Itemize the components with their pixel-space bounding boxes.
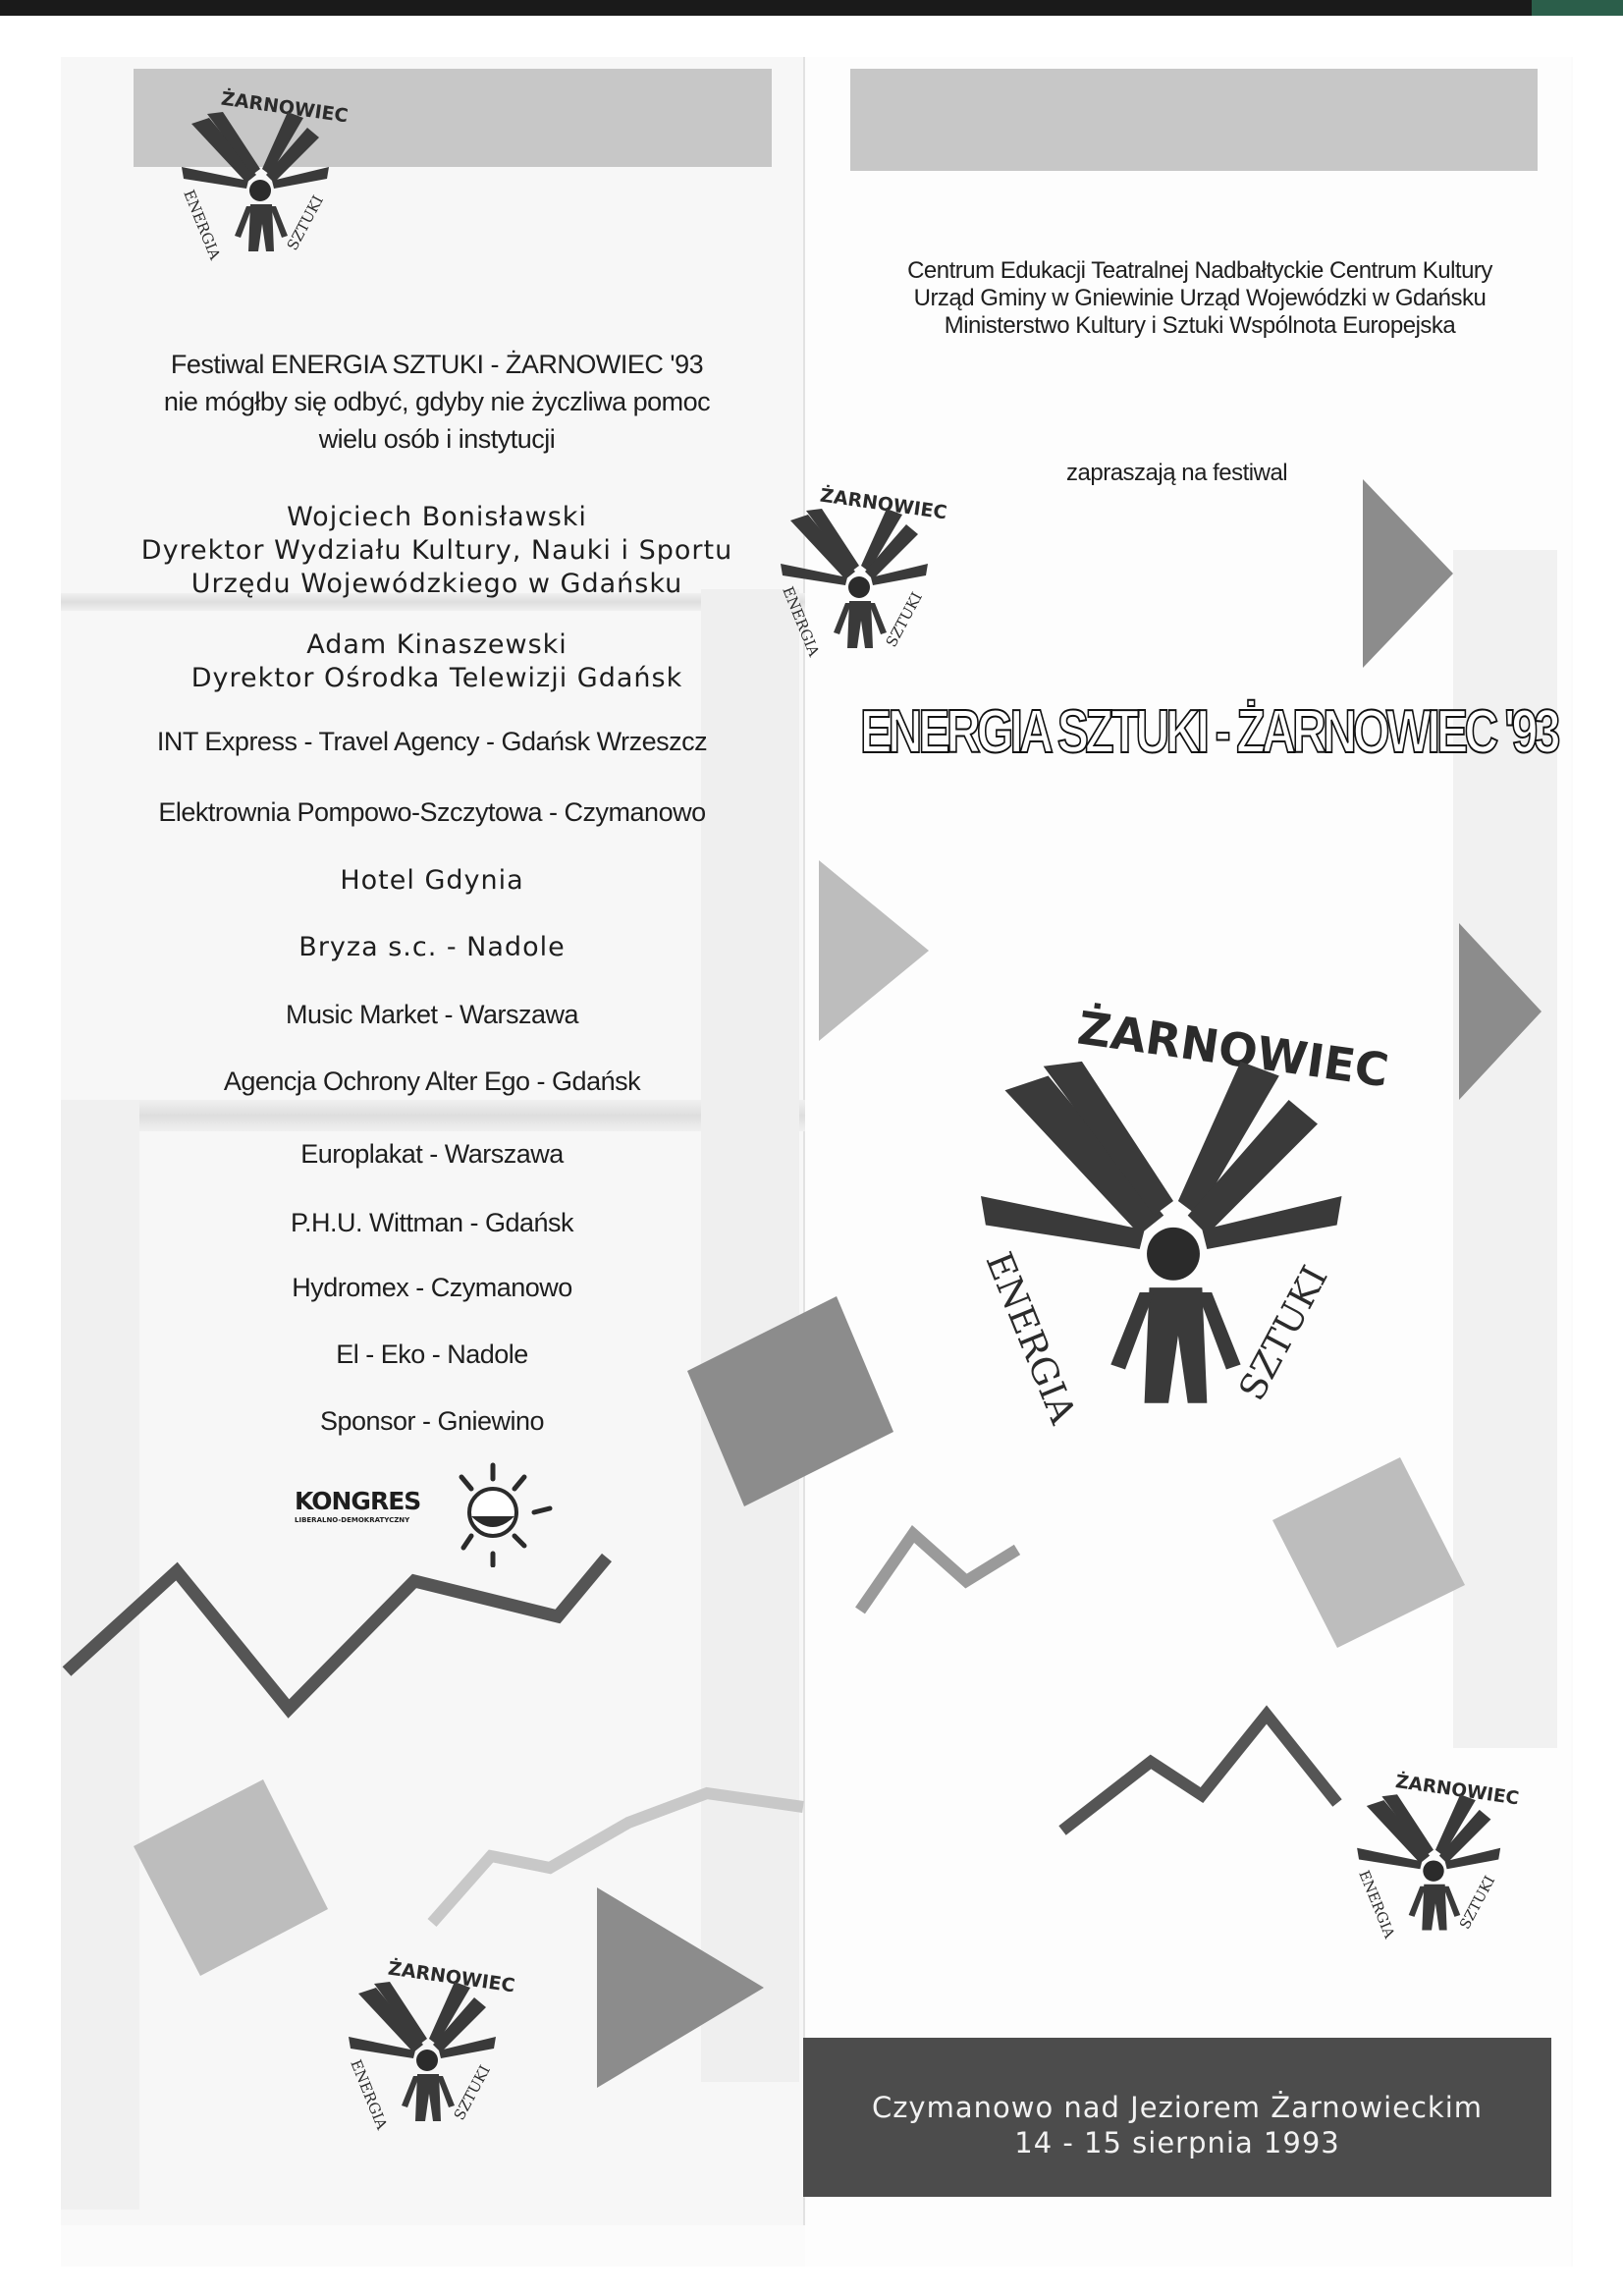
sponsor-alter-ego: Agencja Ochrony Alter Ego - Gdańsk xyxy=(223,1066,641,1096)
organizers-line: Urząd Gminy w Gniewinie Urząd Wojewódzki w Gdańsku xyxy=(913,285,1487,311)
triangle-right-top xyxy=(1363,479,1453,668)
sponsor-hydromex: Hydromex - Czymanowo xyxy=(292,1273,572,1302)
zigzag-right xyxy=(1062,1715,1337,1831)
organizers-line: Centrum Edukacji Teatralnej Nadbałtyckie Centrum Kultury xyxy=(907,257,1492,284)
sponsor-role: Dyrektor Ośrodka Telewizji Gdańsk xyxy=(190,663,683,693)
zigzag-mid xyxy=(860,1534,1017,1611)
footer-dates: 14 - 15 sierpnia 1993 xyxy=(1014,2126,1340,2159)
square-right xyxy=(1272,1457,1465,1648)
sponsor-el-eko: El - Eko - Nadole xyxy=(336,1339,528,1369)
festival-title: ENERGIA SZTUKI - ŻARNOWIEC '93 xyxy=(860,698,1557,766)
zigzag-left xyxy=(67,1558,607,1709)
sponsor-int-express: INT Express - Travel Agency - Gdańsk Wrzeszcz xyxy=(156,727,708,756)
intro-text xyxy=(128,346,746,458)
square-bottom-left xyxy=(134,1779,328,1976)
triangle-right-mid xyxy=(819,860,929,1041)
intro-line: wielu osób i instytucji xyxy=(318,424,556,454)
sponsor-role: Dyrektor Wydziału Kultury, Nauki i Sportu xyxy=(140,535,733,566)
triangle-right-edge xyxy=(1459,923,1542,1100)
kongres-subtitle: LIBERALNO-DEMOKRATYCZNY xyxy=(295,1516,410,1524)
intro-line: Festiwal ENERGIA SZTUKI - ŻARNOWIEC '93 xyxy=(170,350,704,379)
sponsor-role: Urzędu Wojewódzkiego w Gdańsku xyxy=(190,569,683,599)
sponsor-wittman: P.H.U. Wittman - Gdańsk xyxy=(290,1208,574,1237)
square-left xyxy=(687,1296,893,1506)
footer-place: Czymanowo nad Jeziorem Żarnowieckim xyxy=(871,2091,1484,2124)
kongres-name: KONGRES xyxy=(295,1487,421,1515)
sponsor-music-market: Music Market - Warszawa xyxy=(285,1000,579,1029)
sponsor-hotel-gdynia: Hotel Gdynia xyxy=(340,865,524,896)
sponsor-name: Wojciech Bonisławski xyxy=(287,502,587,532)
invite-text: zapraszają na festiwal xyxy=(1066,460,1288,486)
kongres-logo xyxy=(295,1459,569,1567)
sponsor-bryza: Bryza s.c. - Nadole xyxy=(298,932,566,962)
footer-text xyxy=(803,2090,1551,2160)
triangle-bottom-left xyxy=(597,1887,764,2088)
organizers-line: Ministerstwo Kultury i Sztuki Wspólnota Europejska xyxy=(944,312,1456,339)
sponsor-gniewino: Sponsor - Gniewino xyxy=(319,1406,545,1436)
sponsor-kinaszewski xyxy=(118,629,756,695)
intro-line: nie mógłby się odbyć, gdyby nie życzliwa pomoc xyxy=(163,387,711,416)
organizers-list xyxy=(846,257,1553,340)
sponsor-bonislawski xyxy=(118,501,756,601)
kongres-sun-icon xyxy=(442,1459,560,1567)
sponsor-elektrownia: Elektrownia Pompowo-Szczytowa - Czymanowo xyxy=(158,797,706,827)
sponsor-europlakat: Europlakat - Warszawa xyxy=(300,1139,564,1169)
festival-title-wrap xyxy=(860,697,1557,786)
sponsor-name: Adam Kinaszewski xyxy=(306,629,568,660)
